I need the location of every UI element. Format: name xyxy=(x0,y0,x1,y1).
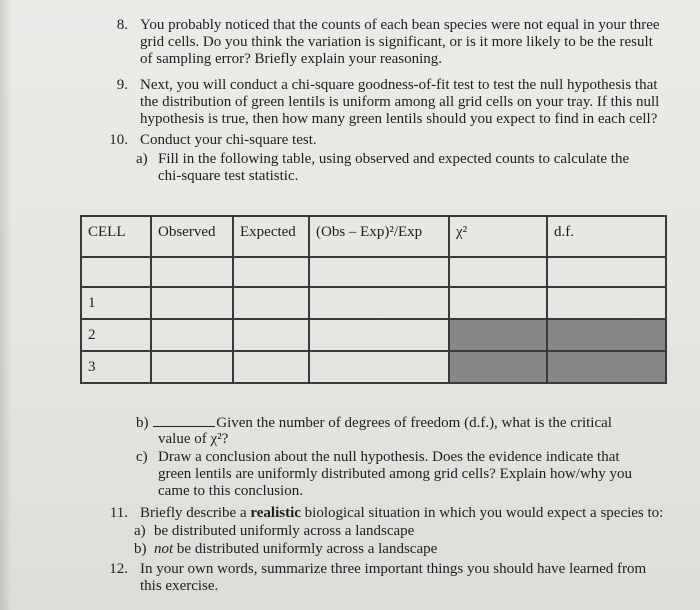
question-text-line: You probably noticed that the counts of each bean species were not equal in your three xyxy=(140,17,660,33)
question-number: 11. xyxy=(109,505,128,521)
subquestion-text-line: Fill in the following table, using observed and expected counts to calculate the xyxy=(158,151,630,167)
subquestion-label: a) xyxy=(136,151,148,167)
table-row xyxy=(81,319,666,351)
question-10a xyxy=(136,151,630,184)
observed-input-cell[interactable] xyxy=(151,351,233,383)
column-header-observed: Observed xyxy=(151,216,233,257)
question-text: biological situation in which you would expect a species to: xyxy=(300,505,664,521)
obs-exp-input-cell[interactable] xyxy=(309,319,449,351)
column-header-expected: Expected xyxy=(233,216,309,257)
column-header-df: d.f. xyxy=(547,216,666,257)
chi-square-input-cell[interactable] xyxy=(449,287,547,319)
subquestion-text-line: value of χ²? xyxy=(158,431,229,447)
table-blank-row xyxy=(81,257,666,287)
df-input-cell[interactable] xyxy=(547,287,666,319)
subquestion-text-line: came to this conclusion. xyxy=(158,483,303,499)
table-cell[interactable] xyxy=(233,257,309,287)
question-number: 12. xyxy=(109,561,128,577)
table-row xyxy=(81,351,666,383)
subquestion-text-line: Draw a conclusion about the null hypothesis. Does the evidence indicate that xyxy=(158,449,620,465)
row-label: 1 xyxy=(81,287,151,319)
shaded-cell xyxy=(449,351,547,383)
shaded-cell xyxy=(547,319,666,351)
question-text-line: Next, you will conduct a chi-square goodness-of-fit test to test the null hypothesis that xyxy=(140,77,658,93)
table-cell[interactable] xyxy=(449,257,547,287)
row-label: 2 xyxy=(81,319,151,351)
question-number: 10. xyxy=(109,132,128,148)
subquestion-text: be distributed uniformly across a landscape xyxy=(173,541,438,557)
subquestion-label: a) xyxy=(134,523,146,539)
emphasis-text: realistic xyxy=(250,505,301,521)
table-cell[interactable] xyxy=(151,257,233,287)
obs-exp-input-cell[interactable] xyxy=(309,351,449,383)
expected-input-cell[interactable] xyxy=(233,351,309,383)
column-header-chi-square: χ² xyxy=(449,216,547,257)
subquestion-text-line: chi-square test statistic. xyxy=(158,168,299,184)
column-header-cell: CELL xyxy=(81,216,151,257)
question-text-line: In your own words, summarize three important things you should have learned from xyxy=(140,561,647,577)
question-10c xyxy=(136,449,633,499)
question-text-line: Conduct your chi-square test. xyxy=(140,132,317,148)
question-text-line: hypothesis is true, then how many green lentils should you expect to find in each cell? xyxy=(140,111,658,127)
question-text-line: this exercise. xyxy=(140,578,219,594)
obs-exp-input-cell[interactable] xyxy=(309,287,449,319)
subquestion-label: c) xyxy=(136,449,148,465)
expected-input-cell[interactable] xyxy=(233,287,309,319)
subquestion-text-line: Given the number of degrees of freedom (d.f.), what is the critical xyxy=(216,415,612,431)
question-text-line xyxy=(140,505,663,521)
question-number: 8. xyxy=(116,17,128,33)
question-text-line: the distribution of green lentils is uniform among all grid cells on your tray. If this null xyxy=(140,94,660,110)
row-label: 3 xyxy=(81,351,151,383)
column-header-obs-exp: (Obs – Exp)²/Exp xyxy=(309,216,449,257)
subquestion-label: b) xyxy=(134,541,147,557)
chi-square-table xyxy=(80,215,667,384)
question-10b xyxy=(136,414,612,447)
table-cell xyxy=(81,257,151,287)
observed-input-cell[interactable] xyxy=(151,287,233,319)
table-row xyxy=(81,287,666,319)
observed-input-cell[interactable] xyxy=(151,319,233,351)
table-cell[interactable] xyxy=(547,257,666,287)
expected-input-cell[interactable] xyxy=(233,319,309,351)
question-text-line: grid cells. Do you think the variation is significant, or is it more likely to be the result xyxy=(140,34,653,50)
subquestion-text-line: green lentils are uniformly distributed among grid cells? Explain how/why you xyxy=(158,466,633,482)
question-11b xyxy=(134,541,438,557)
subquestion-label: b) xyxy=(136,415,149,431)
table-cell[interactable] xyxy=(309,257,449,287)
answer-blank[interactable] xyxy=(153,414,215,427)
shaded-cell xyxy=(547,351,666,383)
shaded-cell xyxy=(449,319,547,351)
paper-edge-shadow xyxy=(0,0,12,610)
question-11a xyxy=(134,523,415,539)
question-number: 9. xyxy=(116,77,128,93)
subquestion-text-line: be distributed uniformly across a landscape xyxy=(154,523,415,539)
table-header-row xyxy=(81,216,666,257)
emphasis-text: not xyxy=(154,541,174,557)
question-text-line: of sampling error? Briefly explain your reasoning. xyxy=(140,51,442,67)
subquestion-text-line xyxy=(154,541,437,557)
question-text: Briefly describe a xyxy=(140,505,251,521)
